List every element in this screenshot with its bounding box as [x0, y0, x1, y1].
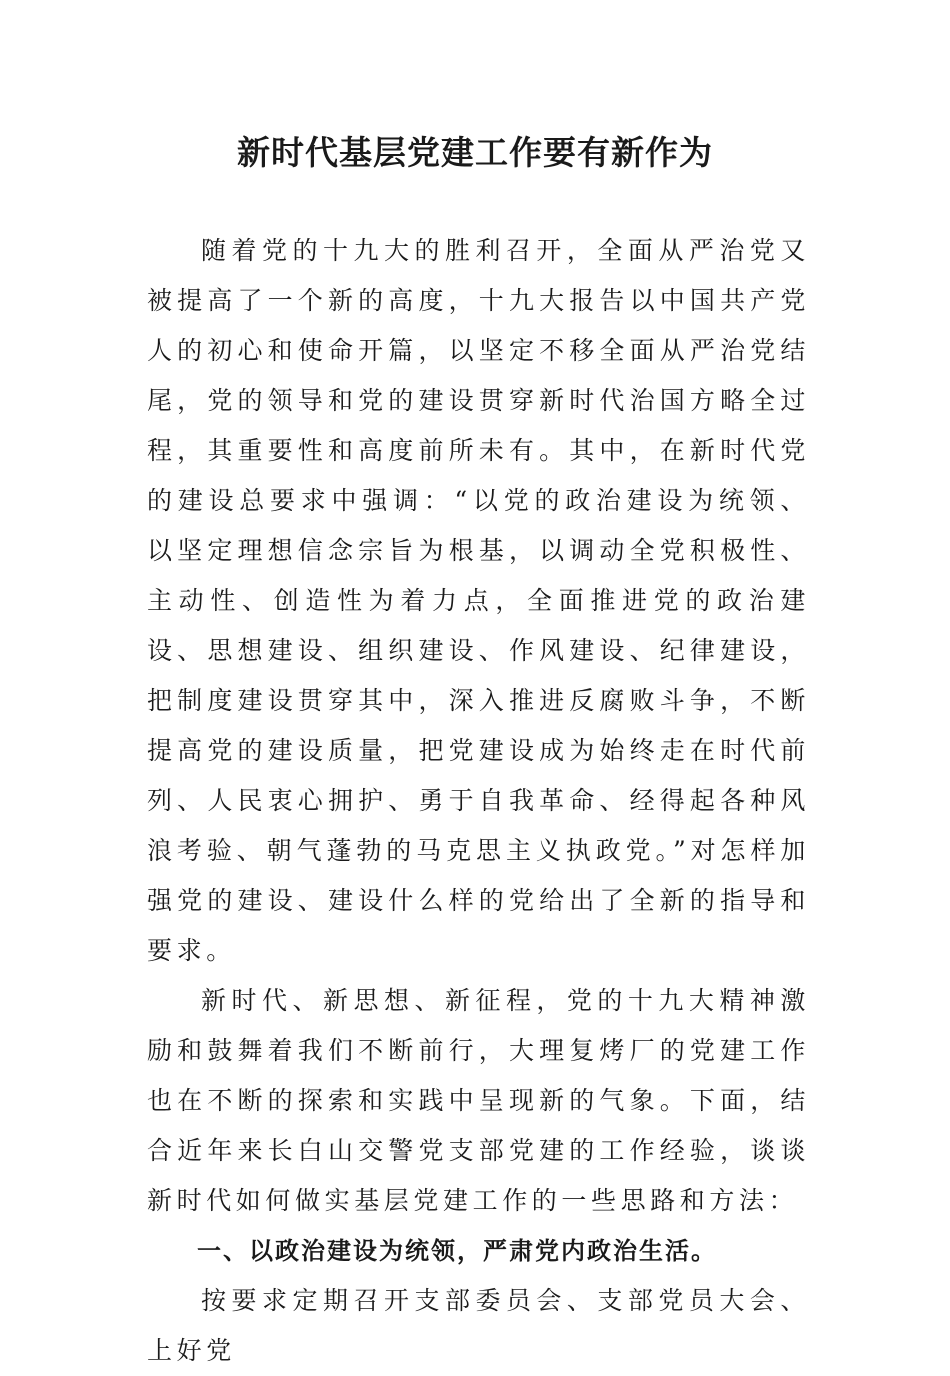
- paragraph-context: 新时代、新思想、新征程，党的十九大精神激励和鼓舞着我们不断前行，大理复烤厂的党建工作也在不断的探索和实践中呈现新的气象。下面，结合近年来长白山交警党支部党建的工作经验，谈谈新时代如何做实基层党建工作的一些思路和方法：: [147, 986, 810, 1215]
- document-title: 新时代基层党建工作要有新作为: [237, 133, 713, 172]
- document-body: [147, 226, 810, 1376]
- paragraph-section-start: 按要求定期召开支部委员会、支部党员大会、上好党: [147, 1286, 810, 1365]
- section-heading: 一、以政治建设为统领，严肃党内政治生活。: [197, 1237, 717, 1265]
- paragraph-intro: 随着党的十九大的胜利召开，全面从严治党又被提高了一个新的高度，十九大报告以中国共产党人的初心和使命开篇，以坚定不移全面从严治党结尾，党的领导和党的建设贯穿新时代治国方略全过程，其重要性和高度前所未有。其中，在新时代党的建设总要求中强调：“以党的政治建设为统领、以坚定理想信念宗旨为根基，以调动全党积极性、主动性、创造性为着力点，全面推进党的政治建设、思想建设、组织建设、作风建设、纪律建设，把制度建设贯穿其中，深入推进反腐败斗争，不断提高党的建设质量，把党建设成为始终走在时代前列、人民衷心拥护、勇于自我革命、经得起各种风浪考验、朝气蓬勃的马克思主义执政党。”对怎样加强党的建设、建设什么样的党给出了全新的指导和要求。: [147, 236, 810, 965]
